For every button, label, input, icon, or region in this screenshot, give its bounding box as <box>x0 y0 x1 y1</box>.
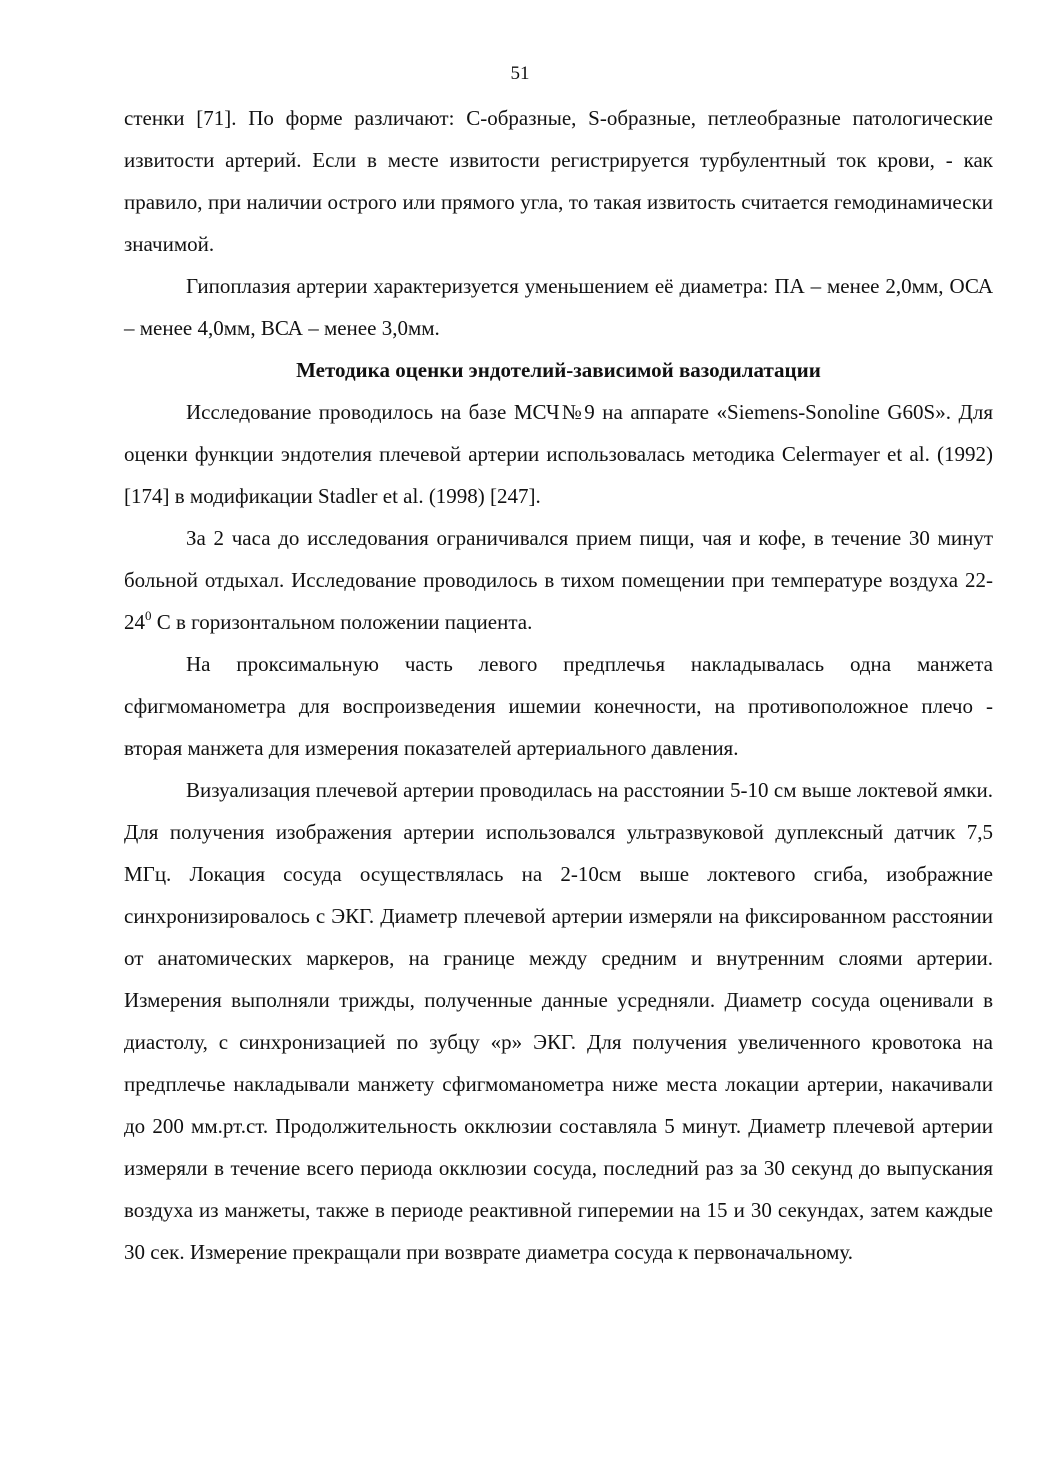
page-number: 51 <box>510 63 530 84</box>
paragraph-study-equipment: Исследование проводилось на базе МСЧ№9 на аппарате «Siemens-Sonoline G60S». Для оценки функции эндотелия плечевой артерии использовалась методика Celermayer et al. (1992) [174] в модификации Stadler et al. (1998) [247]. <box>124 400 993 508</box>
paragraph-cuff-placement: На проксимальную часть левого предплечья накладывалась одна манжета сфигмоманометра для воспроизведения ишемии конечности, на противоположное плечо - вторая манжета для измерения показателей артериального давления. <box>124 652 993 760</box>
document-body <box>124 97 993 1273</box>
paragraph-visualization: Визуализация плечевой артерии проводилась на расстоянии 5-10 см выше локтевой ямки. Для получения изображения артерии использовался ультразвуковой дуплексный датчик 7,5 МГц. Локация сосуда осуществлялась на 2-10см выше локтевого сгиба, изображние синхронизировалось с ЭКГ. Диаметр плечевой артерии измеряли на фиксированном расстоянии от анатомических маркеров, на границе между средним и внутренним слоями артерии. Измерения выполняли трижды, полученные данные усредняли. Диаметр сосуда оценивали в диастолу, с синхронизацией по зубцу «р» ЭКГ. Для получения увеличенного кровотока на предплечье накладывали манжету сфигмоманометра ниже места локации артерии, накачивали до 200 мм.рт.ст. Продолжительность окклюзии составляла 5 минут. Диаметр плечевой артерии измеряли в течение всего периода окклюзии сосуда, последний раз за 30 секунд до выпускания воздуха из манжеты, также в периоде реактивной гиперемии на 15 и 30 секундах, затем каждые 30 сек. Измерение прекращали при возврате диаметра сосуда к первоначальному. <box>124 778 993 1264</box>
preparation-text-start: За 2 часа до исследования ограничивался прием пищи, чая и кофе, в течение 30 минут больной отдыхал. Исследование проводилось в тихом помещении при температуре воздуха 22-24 <box>124 526 993 634</box>
paragraph-vessel-tortuosity: стенки [71]. По форме различают: С-образные, S-образные, петлеобразные патологические извитости артерий. Если в месте извитости регистрируется турбулентный ток крови, - как правило, при наличии острого или прямого угла, то такая извитость считается гемодинамически значимой. <box>124 106 993 256</box>
degree-superscript: 0 <box>145 608 152 623</box>
preparation-text-end: С в горизонтальном положении пациента. <box>151 610 533 634</box>
paragraph-preparation <box>124 517 993 643</box>
section-heading: Методика оценки эндотелий-зависимой вазодилатации <box>296 358 821 382</box>
paragraph-hypoplasia: Гипоплазия артерии характеризуется уменьшением её диаметра: ПА – менее 2,0мм, ОСА – менее 4,0мм, ВСА – менее 3,0мм. <box>124 274 993 340</box>
